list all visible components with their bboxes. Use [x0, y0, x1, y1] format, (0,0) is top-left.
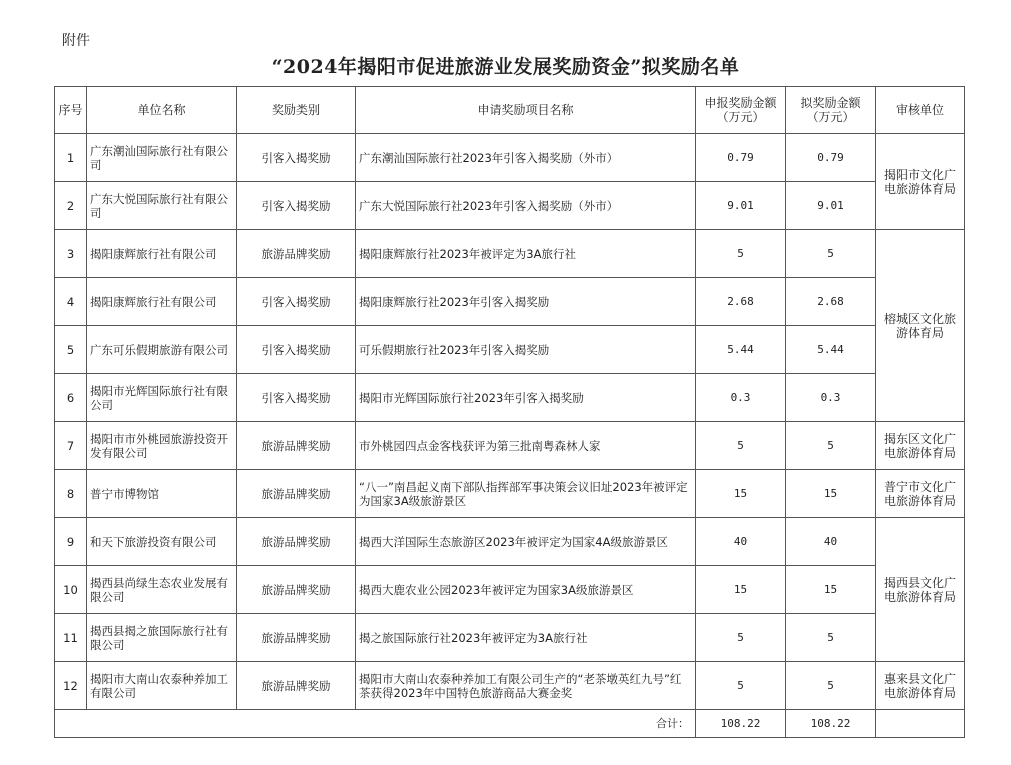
row-index: 9 — [55, 518, 87, 566]
row-type: 引客入揭奖励 — [237, 374, 356, 422]
row-project: 揭阳市光辉国际旅行社2023年引客入揭奖励 — [356, 374, 696, 422]
total-label: 合计： — [55, 710, 696, 738]
row-unit: 广东大悦国际旅行社有限公司 — [87, 182, 237, 230]
row-index: 5 — [55, 326, 87, 374]
total-empty-cell — [876, 710, 965, 738]
row-type: 引客入揭奖励 — [237, 134, 356, 182]
attachment-label: 附件 — [62, 33, 90, 49]
row-project: “八一”南昌起义南下部队指挥部军事决策会议旧址2023年被评定为国家3A级旅游景区 — [356, 470, 696, 518]
row-proposed: 15 — [786, 566, 876, 614]
row-unit: 普宁市博物馆 — [87, 470, 237, 518]
reviewer-cell: 榕城区文化旅游体育局 — [876, 230, 965, 422]
row-unit: 揭西县尚绿生态农业发展有限公司 — [87, 566, 237, 614]
row-project: 揭阳市大南山农泰种养加工有限公司生产的“老茶墩英红九号”红茶获得2023年中国特色旅游商品大赛金奖 — [356, 662, 696, 710]
row-index: 1 — [55, 134, 87, 182]
reviewer-cell: 普宁市文化广电旅游体育局 — [876, 470, 965, 518]
row-proposed: 0.79 — [786, 134, 876, 182]
row-proposed: 5 — [786, 230, 876, 278]
row-type: 引客入揭奖励 — [237, 278, 356, 326]
row-index: 6 — [55, 374, 87, 422]
header-reviewer: 审核单位 — [876, 87, 965, 134]
row-unit: 广东潮汕国际旅行社有限公司 — [87, 134, 237, 182]
row-type: 旅游品牌奖励 — [237, 422, 356, 470]
table-row — [55, 422, 965, 470]
row-index: 7 — [55, 422, 87, 470]
reviewer-cell: 惠来县文化广电旅游体育局 — [876, 662, 965, 710]
header-type: 奖励类别 — [237, 87, 356, 134]
row-proposed: 5 — [786, 614, 876, 662]
table-row — [55, 230, 965, 278]
row-unit: 揭阳市市外桃园旅游投资开发有限公司 — [87, 422, 237, 470]
row-index: 4 — [55, 278, 87, 326]
row-type: 旅游品牌奖励 — [237, 566, 356, 614]
row-proposed: 15 — [786, 470, 876, 518]
row-applied: 5 — [696, 614, 786, 662]
row-type: 旅游品牌奖励 — [237, 662, 356, 710]
row-applied: 0.79 — [696, 134, 786, 182]
award-table — [54, 86, 965, 738]
row-applied: 40 — [696, 518, 786, 566]
row-project: 可乐假期旅行社2023年引客入揭奖励 — [356, 326, 696, 374]
row-unit: 揭阳市大南山农泰种养加工有限公司 — [87, 662, 237, 710]
row-proposed: 9.01 — [786, 182, 876, 230]
table-row — [55, 134, 965, 182]
row-applied: 15 — [696, 566, 786, 614]
row-type: 旅游品牌奖励 — [237, 230, 356, 278]
row-proposed: 40 — [786, 518, 876, 566]
row-type: 引客入揭奖励 — [237, 326, 356, 374]
row-index: 11 — [55, 614, 87, 662]
row-proposed: 5 — [786, 662, 876, 710]
row-index: 3 — [55, 230, 87, 278]
row-proposed: 5 — [786, 422, 876, 470]
reviewer-cell: 揭阳市文化广电旅游体育局 — [876, 134, 965, 230]
row-unit: 揭阳市光辉国际旅行社有限公司 — [87, 374, 237, 422]
row-applied: 2.68 — [696, 278, 786, 326]
row-applied: 5 — [696, 422, 786, 470]
table-row — [55, 326, 965, 374]
total-applied: 108.22 — [696, 710, 786, 738]
row-unit: 揭西县揭之旅国际旅行社有限公司 — [87, 614, 237, 662]
header-index: 序号 — [55, 87, 87, 134]
row-project: 广东大悦国际旅行社2023年引客入揭奖励（外市） — [356, 182, 696, 230]
header-project: 申请奖励项目名称 — [356, 87, 696, 134]
row-type: 旅游品牌奖励 — [237, 518, 356, 566]
row-type: 旅游品牌奖励 — [237, 614, 356, 662]
row-index: 12 — [55, 662, 87, 710]
row-project: 广东潮汕国际旅行社2023年引客入揭奖励（外市） — [356, 134, 696, 182]
row-index: 2 — [55, 182, 87, 230]
reviewer-cell: 揭东区文化广电旅游体育局 — [876, 422, 965, 470]
row-unit: 和天下旅游投资有限公司 — [87, 518, 237, 566]
row-unit: 揭阳康辉旅行社有限公司 — [87, 230, 237, 278]
table-row — [55, 662, 965, 710]
row-applied: 5.44 — [696, 326, 786, 374]
row-project: 揭西大鹿农业公园2023年被评定为国家3A级旅游景区 — [356, 566, 696, 614]
row-type: 旅游品牌奖励 — [237, 470, 356, 518]
table-row — [55, 518, 965, 566]
row-unit: 广东可乐假期旅游有限公司 — [87, 326, 237, 374]
table-row — [55, 566, 965, 614]
row-project: 揭西大洋国际生态旅游区2023年被评定为国家4A级旅游景区 — [356, 518, 696, 566]
row-applied: 15 — [696, 470, 786, 518]
table-row — [55, 614, 965, 662]
document-title: “2024年揭阳市促进旅游业发展奖励资金”拟奖励名单 — [271, 56, 740, 78]
row-project: 揭阳康辉旅行社2023年引客入揭奖励 — [356, 278, 696, 326]
row-index: 8 — [55, 470, 87, 518]
header-unit: 单位名称 — [87, 87, 237, 134]
row-applied: 9.01 — [696, 182, 786, 230]
row-project: 市外桃园四点金客栈获评为第三批南粤森林人家 — [356, 422, 696, 470]
row-applied: 5 — [696, 230, 786, 278]
row-applied: 5 — [696, 662, 786, 710]
row-proposed: 2.68 — [786, 278, 876, 326]
total-row — [55, 710, 965, 738]
row-type: 引客入揭奖励 — [237, 182, 356, 230]
row-project: 揭之旅国际旅行社2023年被评定为3A旅行社 — [356, 614, 696, 662]
row-proposed: 5.44 — [786, 326, 876, 374]
table-row — [55, 278, 965, 326]
header-proposed: 拟奖励金额（万元） — [786, 87, 876, 134]
header-applied: 申报奖励金额（万元） — [696, 87, 786, 134]
row-applied: 0.3 — [696, 374, 786, 422]
table-row — [55, 182, 965, 230]
header-row — [55, 87, 965, 134]
row-unit: 揭阳康辉旅行社有限公司 — [87, 278, 237, 326]
row-proposed: 0.3 — [786, 374, 876, 422]
row-index: 10 — [55, 566, 87, 614]
reviewer-cell: 揭西县文化广电旅游体育局 — [876, 518, 965, 662]
row-project: 揭阳康辉旅行社2023年被评定为3A旅行社 — [356, 230, 696, 278]
table-row — [55, 374, 965, 422]
total-proposed: 108.22 — [786, 710, 876, 738]
table-row — [55, 470, 965, 518]
